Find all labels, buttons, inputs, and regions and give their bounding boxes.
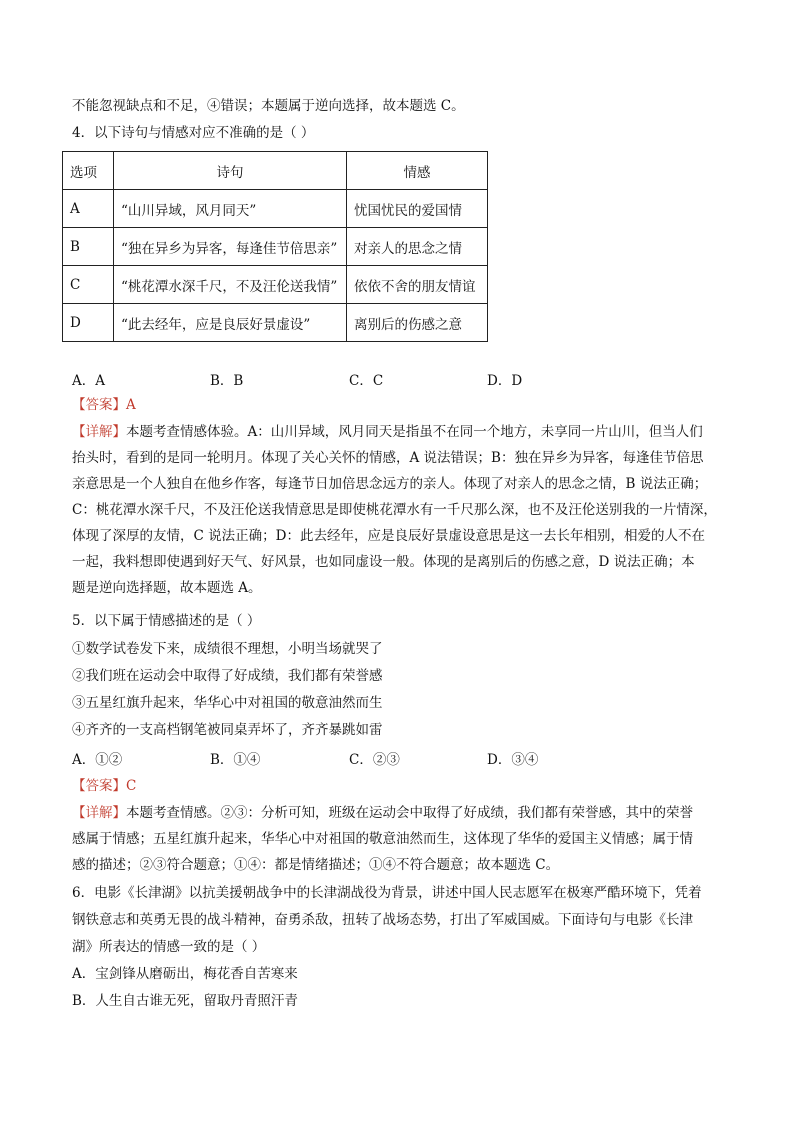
question-6-stem-line: 6．电影《长津湖》以抗美援朝战争中的长津湖战役为背景，讲述中国人民志愿军在极寒严酷环境下，凭着: [72, 885, 702, 901]
table-row: [63, 228, 488, 266]
question-5-item: ①数学试卷发下来，成绩很不理想，小明当场就哭了: [72, 641, 383, 657]
table-cell: 忧国忧民的爱国情: [347, 190, 488, 228]
previous-answer-tail: 不能忽视缺点和不足，④错误；本题属于逆向选择，故本题选 C。: [72, 98, 465, 114]
question-5-item: ②我们班在运动会中取得了好成绩，我们都有荣誉感: [72, 668, 383, 684]
answer-label: 【答案】: [72, 778, 126, 794]
table-cell: A: [63, 190, 114, 228]
table-cell: C: [63, 266, 114, 304]
table-cell: D: [63, 304, 114, 342]
question-6-stem-line: 湖》所表达的情感一致的是（ ）: [72, 939, 266, 955]
table-header-cell: 情感: [347, 152, 488, 190]
question-4-answer: [72, 394, 136, 416]
table-header-row: [63, 152, 488, 190]
question-4-stem: 4．以下诗句与情感对应不准确的是（ ）: [72, 125, 315, 141]
table-cell: 依依不舍的朋友情谊: [347, 266, 488, 304]
question-5-detail-line: 感属于情感；五星红旗升起来，华华心中对祖国的敬意油然而生，这体现了华华的爱国主义情感；属于情: [72, 831, 693, 847]
answer-value: A: [126, 397, 136, 413]
answer-label: 【答案】: [72, 397, 126, 413]
question-5-option-a: A．①②: [72, 752, 123, 768]
question-5-detail-line: 感的描述；②③符合题意；①④：都是情绪描述；①④不符合题意；故本题选 C。: [72, 857, 560, 873]
question-6-stem-line: 钢铁意志和英勇无畏的战斗精神，奋勇杀敌，扭转了战场态势，打出了军威国威。下面诗句与电影《长津: [72, 912, 693, 928]
table-row: [63, 266, 488, 304]
detail-label: 【详解】: [72, 424, 126, 440]
question-5-detail-line: 【详解】本题考查情感。②③：分析可知，班级在运动会中取得了好成绩，我们都有荣誉感，其中的荣誉: [72, 805, 693, 821]
question-5-item: ③五星红旗升起来，华华心中对祖国的敬意油然而生: [72, 695, 383, 711]
question-5-option-d: D．③④: [487, 752, 539, 768]
question-4-detail-line: C：桃花潭水深千尺，不及汪伦送我情意思是即使桃花潭水有一千尺那么深，也不及汪伦送别我的一片情深，: [72, 502, 717, 518]
question-6-option-b: B．人生自古谁无死，留取丹青照汗青: [72, 993, 298, 1009]
question-6-option-a: A．宝剑锋从磨砺出，梅花香自苦寒来: [72, 966, 298, 982]
table-row: [63, 190, 488, 228]
table-cell: 对亲人的思念之情: [347, 228, 488, 266]
question-5-item: ④齐齐的一支高档钢笔被同桌弄坏了，齐齐暴跳如雷: [72, 722, 383, 738]
question-4-detail-line: 抬头时，看到的是同一轮明月。体现了关心关怀的情感，A 说法错误；B：独在异乡为异客，每逢佳节倍思: [72, 450, 704, 466]
table-header-cell: 诗句: [114, 152, 347, 190]
table-cell: “此去经年，应是良辰好景虚设”: [114, 304, 347, 342]
table-cell: B: [63, 228, 114, 266]
question-4-option-d: D．D: [487, 373, 523, 389]
table-cell: “桃花潭水深千尺，不及汪伦送我情”: [114, 266, 347, 304]
question-4-detail-line: 题是逆向选择题，故本题选 A。: [72, 580, 262, 596]
question-4-detail-line: 体现了深厚的友情，C 说法正确；D：此去经年，应是良辰好景虚设意思是这一去长年相别，相爱的人不在: [72, 528, 705, 544]
table-cell: “独在异乡为异客，每逢佳节倍思亲”: [114, 228, 347, 266]
question-4-detail-line: 【详解】本题考查情感体验。A：山川异域，风月同天是指虽不在同一个地方，未享同一片山川，但当人们: [72, 424, 703, 440]
table-cell: “山川异域，风月同天”: [114, 190, 347, 228]
question-4-option-a: A．A: [72, 373, 105, 389]
question-4-option-b: B．B: [210, 373, 244, 389]
table-header-cell: 选项: [63, 152, 114, 190]
question-4-detail-line: 亲意思是一个人独自在他乡作客，每逢节日加倍思念远方的亲人。体现了对亲人的思念之情，B 说法正确；: [72, 476, 708, 492]
question-5-answer: [72, 775, 136, 797]
question-5-stem: 5．以下属于情感描述的是（ ）: [72, 613, 261, 629]
answer-value: C: [126, 778, 137, 794]
question-4-table: [62, 151, 488, 342]
question-4-option-c: C．C: [349, 373, 384, 389]
detail-label: 【详解】: [72, 805, 126, 821]
question-5-option-b: B．①④: [210, 752, 261, 768]
table-cell: 离别后的伤感之意: [347, 304, 488, 342]
question-5-option-c: C．②③: [349, 752, 400, 768]
table-row: [63, 304, 488, 342]
question-4-detail-line: 一起，我料想即使遇到好天气、好风景，也如同虚设一般。体现的是离别后的伤感之意，D 说法正确；本: [72, 554, 695, 570]
